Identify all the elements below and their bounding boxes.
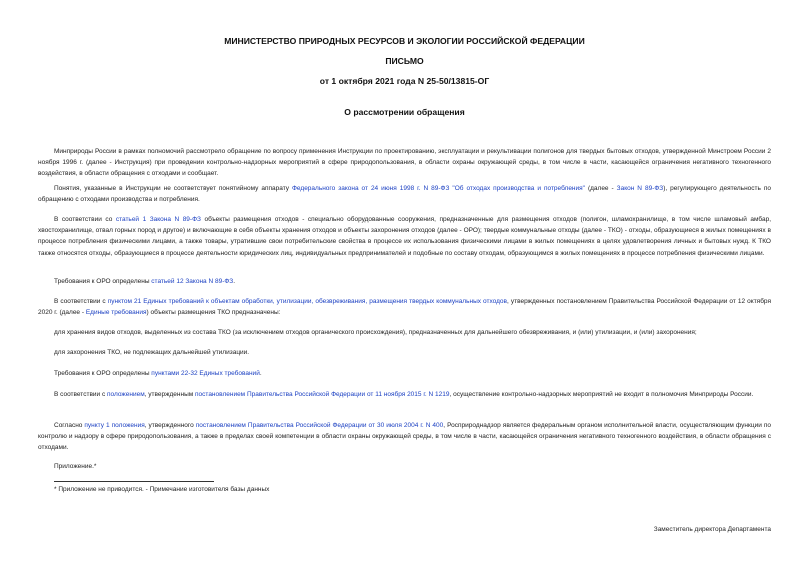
paragraph-4	[38, 276, 771, 287]
paragraph-9-text-b: , утвержденным	[144, 391, 196, 398]
paragraph-2-text-a: Понятия, указанные в Инструкции не соответствует понятийному аппарату	[54, 185, 292, 192]
law-89fz-short-link[interactable]: Закон N 89-ФЗ	[616, 185, 664, 192]
paragraph-5-text-b: , утвержденных постановлением Правительства Российской Федерации от 12 октября 2020 г. (далее -	[38, 298, 771, 317]
paragraph-5-text-c: ) объекты размещения ТКО предназначены:	[146, 309, 281, 317]
paragraph-10-text-c: , Росприроднадзор является федеральным органом исполнительной власти, осуществляющим функции по контролю и надзору в сфере природопользования, а также в пределах своей компетенции в области охраны окружающей среды, в том числе в части, касающейся ограничения негативного техногенного воздействия, в области обращения с отходами.	[38, 422, 771, 452]
paragraph-10	[38, 420, 771, 454]
paragraph-9-text-a: В соответствии с	[54, 391, 108, 398]
document-date-number: от 1 октября 2021 года N 25-50/13815-ОГ	[319, 76, 490, 86]
unified-requirements-link[interactable]: Единые требования	[85, 309, 147, 317]
point-21-link[interactable]: пунктом 21 Единых требований к объектам обработки, утилизации, обезвреживания, размещения твердых коммунальных отходов	[107, 298, 507, 305]
paragraph-5-text-a: В соответствии с	[54, 298, 108, 305]
signature-title: Заместитель директора Департамента	[653, 526, 771, 533]
paragraph-5	[38, 296, 771, 318]
paragraph-1: Минприроды России в рамках полномочий рассмотрело обращение по вопросу применения Инструкции по проектированию, эксплуатации и рекультивации полигонов для твердых бытовых отходов, утвержденной Минстроем России 2 ноября 1996 г. (далее - Инструкция) при проведении контрольно-надзорных мероприятий в сфере природопользования, в области охраны окружающей среды, в том числе в части, касающейся ограничения негативного техногенного воздействия, в области обращения с отходами и сообщает.	[38, 148, 771, 178]
ministry-heading: МИНИСТЕРСТВО ПРИРОДНЫХ РЕСУРСОВ И ЭКОЛОГИИ РОССИЙСКОЙ ФЕДЕРАЦИИ	[224, 36, 585, 46]
decree-1219-link[interactable]: постановлением Правительства Российской Федерации от 11 ноября 2015 г. N 1219	[195, 391, 450, 398]
paragraph-9-text-c: , осуществление контрольно-надзорных мероприятий не входит в полномочия Минприроды России.	[449, 391, 754, 398]
document-subject: О рассмотрении обращения	[344, 107, 465, 117]
paragraph-10-text-a: Согласно	[54, 422, 85, 429]
law-89fz-link[interactable]: Федерального закона от 24 июня 1998 г. N 89-ФЗ "Об отходах производства и потребления"	[291, 185, 585, 192]
regulation-point-1-link[interactable]: пункту 1 положения	[84, 422, 145, 429]
paragraph-3-text-b: объекты размещения отходов - специально оборудованные сооружения, предназначенные для размещения отходов (полигон, шламохранилище, в том числе шламовый амбар, хвостохранилище, отвал горных пород и другое) и включающие в себя объекты хранения отходов и объекты захоронения отходов (далее - ОРО); твердые коммунальные отходы (далее - ТКО) - отходы, образующиеся в жилых помещениях в процессе потребления физическими лицами, а также товары, утратившие свои потребительские свойства в процессе их использования физическими лицами в жилых помещениях в целях удовлетворения личных и бытовых нужд. К ТКО также относятся отходы, образующиеся в процессе деятельности юридических лиц, индивидуальных предпринимателей и подобные по составу отходам, образующимся в жилых помещениях в процессе потребления физическими лицами.	[38, 216, 771, 257]
paragraph-6: для хранения видов отходов, выделенных из состава ТКО (за исключением отходов органического происхождения), предназначенных для дальнейшего обезвреживания, и (или) утилизации, и (или) захоронения;	[54, 329, 697, 336]
article-1-link[interactable]: статьей 1 Закона N 89-ФЗ	[115, 216, 201, 223]
document-type-heading: ПИСЬМО	[385, 56, 424, 66]
points-22-32-link[interactable]: пунктами 22-32 Единых требований	[151, 370, 260, 377]
paragraph-3	[38, 214, 771, 259]
footnote-divider	[54, 481, 214, 482]
paragraph-8-text-a: Требования к ОРО определены	[54, 370, 152, 377]
paragraph-4-text-b: .	[233, 278, 236, 285]
paragraph-9	[38, 389, 771, 400]
paragraph-4-text-a: Требования к ОРО определены	[54, 278, 152, 285]
paragraph-2-text-b: (далее -	[584, 185, 617, 192]
footnote: * Приложение не приводится. - Примечание изготовителя базы данных	[54, 486, 270, 493]
paragraph-3-text-a: В соответствии со	[54, 216, 116, 223]
paragraph-8	[38, 368, 771, 379]
decree-400-link[interactable]: постановлением Правительства Российской Федерации от 30 июля 2004 г. N 400	[195, 422, 444, 429]
regulation-link[interactable]: положением	[107, 391, 145, 398]
paragraph-7: для захоронения ТКО, не подлежащих дальнейшей утилизации.	[54, 349, 250, 356]
paragraph-8-text-b: .	[259, 370, 262, 377]
paragraph-2	[38, 183, 771, 205]
paragraph-10-text-b: , утвержденного	[144, 422, 196, 429]
article-12-link[interactable]: статьей 12 Закона N 89-ФЗ	[151, 278, 234, 285]
attachment-note: Приложение.*	[54, 463, 97, 470]
paragraph-2-text-c: ), регулирующего деятельность по обращению с отходами производства и потребления.	[38, 185, 771, 204]
